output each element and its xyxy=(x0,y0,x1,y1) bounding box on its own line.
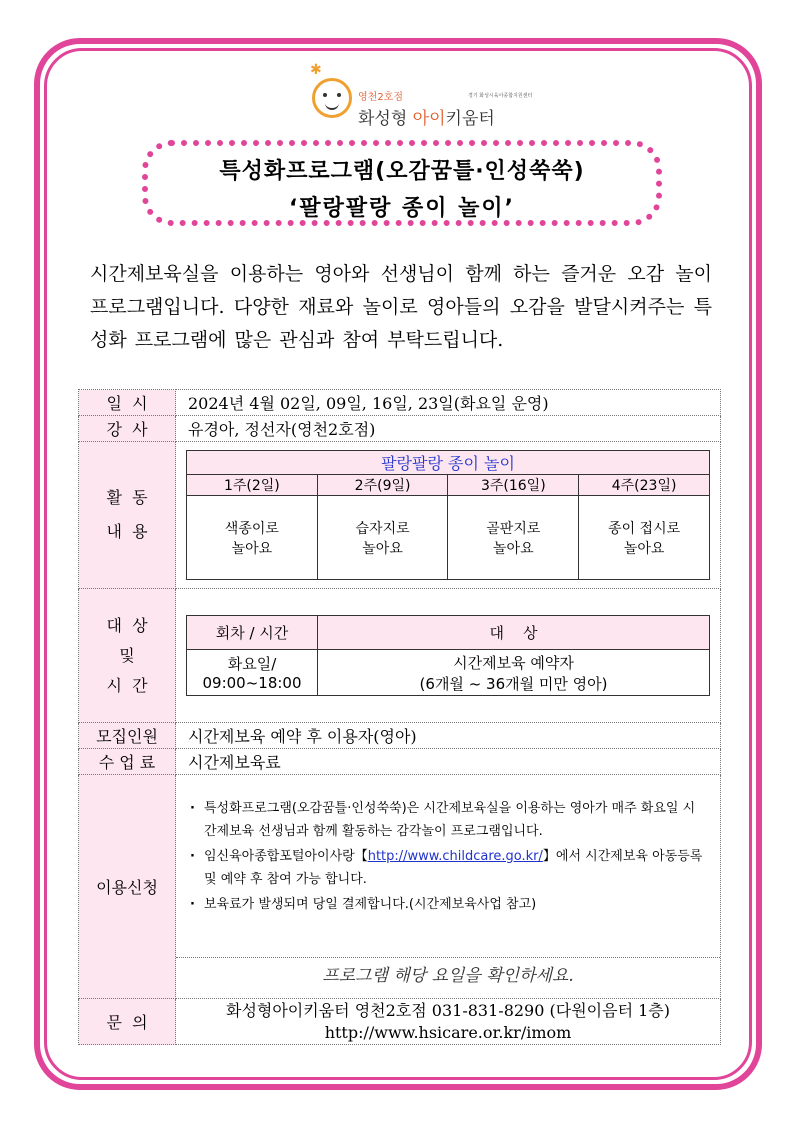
target-header-session: 회차 / 시간 xyxy=(187,616,318,650)
smiley-face-icon xyxy=(312,78,352,118)
target-label-1: 대 상 xyxy=(106,615,148,635)
contact-line-2[interactable]: http://www.hsicare.or.kr/imom xyxy=(324,1022,572,1042)
row-apply xyxy=(79,775,721,999)
apply-bullet-1: · 특성화프로그램(오감꿈틀·인성쑥쑥)은 시간제보육실을 이용하는 영아가 매주 화요일 시간제보육 선생님과 함께 활동하는 감각놀이 프로그램입니다. xyxy=(190,797,704,843)
row-contact xyxy=(79,999,721,1045)
apply-note: 프로그램 해당 요일을 확인하세요. xyxy=(176,957,720,994)
week-1: 1주(2일) xyxy=(187,475,318,496)
title-box xyxy=(142,140,662,226)
date-value: 2024년 4월 02일, 09일, 16일, 23일(화요일 운영) xyxy=(176,390,721,416)
contact-cell xyxy=(176,999,721,1045)
teacher-value: 유경아, 정선자(영천2호점) xyxy=(176,416,721,442)
target-header-target: 대 상 xyxy=(318,616,710,650)
week-2: 2주(9일) xyxy=(317,475,448,496)
fee-value: 시간제보육료 xyxy=(176,749,721,775)
recruit-label: 모집인원 xyxy=(79,723,176,749)
target-label-3: 시 간 xyxy=(106,675,148,695)
contact-label: 문 의 xyxy=(79,999,176,1045)
target-session: 화요일/ 09:00~18:00 xyxy=(187,650,318,696)
target-target: 시간제보육 예약자 (6개월 ~ 36개월 미만 영아) xyxy=(318,650,710,696)
intro-paragraph: 시간제보육실을 이용하는 영아와 선생님이 함께 하는 즐거운 오감 놀이 프로그램입니다. 다양한 재료와 놀이로 영아들의 오감을 발달시켜주는 특성화 프로그램에 많은 관심과 참여 부탁드립니다. xyxy=(90,263,712,351)
logo-name-suffix: 키움터 xyxy=(445,109,495,129)
activity-label xyxy=(79,442,176,589)
apply-bullet-3: · 보육료가 발생되며 당일 결제합니다.(시간제보육사업 참고) xyxy=(190,893,704,916)
logo-name-prefix: 화성형 xyxy=(358,109,413,129)
activity-title: 팔랑팔랑 종이 놀이 xyxy=(187,451,710,475)
star-icon: ✱ xyxy=(310,62,322,78)
activity-label-1: 활 동 xyxy=(106,488,148,507)
date-label: 일 시 xyxy=(79,390,176,416)
apply-bullet-2: · 임신육아종합포털아이사랑【http://www.childcare.go.kr/】에서 시간제보육 아동등록 및 예약 후 참여 가능 합니다. xyxy=(190,845,704,891)
row-date xyxy=(79,390,721,416)
activity-cell xyxy=(176,442,721,589)
logo-name xyxy=(358,104,495,129)
teacher-label: 강 사 xyxy=(79,416,176,442)
logo xyxy=(310,62,533,134)
activity-label-2: 내 용 xyxy=(106,522,148,541)
apply-cell xyxy=(176,775,721,999)
logo-tiny-text: 경기 화성시육아종합지원센터 xyxy=(468,93,533,99)
row-target xyxy=(79,589,721,723)
row-recruit xyxy=(79,723,721,749)
apply-list xyxy=(176,779,720,957)
apply-label: 이용신청 xyxy=(79,775,176,999)
week-4: 4주(23일) xyxy=(579,475,710,496)
target-label-2: 및 xyxy=(119,645,135,665)
childcare-link[interactable]: http://www.childcare.go.kr/ xyxy=(367,849,543,864)
week-3: 3주(16일) xyxy=(448,475,579,496)
activity-item-3: 골판지로 놀아요 xyxy=(448,496,579,580)
activity-item-2: 습자지로 놀아요 xyxy=(317,496,448,580)
activity-item-1: 색종이로 놀아요 xyxy=(187,496,318,580)
title-line-1: 특성화프로그램(오감꿈틀·인성쑥쑥) xyxy=(219,159,585,184)
target-label xyxy=(79,589,176,723)
target-table xyxy=(186,615,710,696)
info-table xyxy=(78,389,721,1045)
row-fee xyxy=(79,749,721,775)
row-activity xyxy=(79,442,721,589)
fee-label: 수 업 료 xyxy=(79,749,176,775)
row-teacher xyxy=(79,416,721,442)
contact-line-1: 화성형아이키움터 영천2호점 031-831-8290 (다원이음터 1층) xyxy=(225,1000,670,1020)
recruit-value: 시간제보육 예약 후 이용자(영아) xyxy=(176,723,721,749)
title-line-2: ‘팔랑팔랑 종이 놀이’ xyxy=(288,196,516,221)
logo-branch: 영천2호점 xyxy=(358,92,404,103)
logo-name-mid: 아이 xyxy=(412,109,446,129)
activity-item-4: 종이 접시로 놀아요 xyxy=(579,496,710,580)
activity-table xyxy=(186,450,710,580)
target-cell xyxy=(176,589,721,723)
